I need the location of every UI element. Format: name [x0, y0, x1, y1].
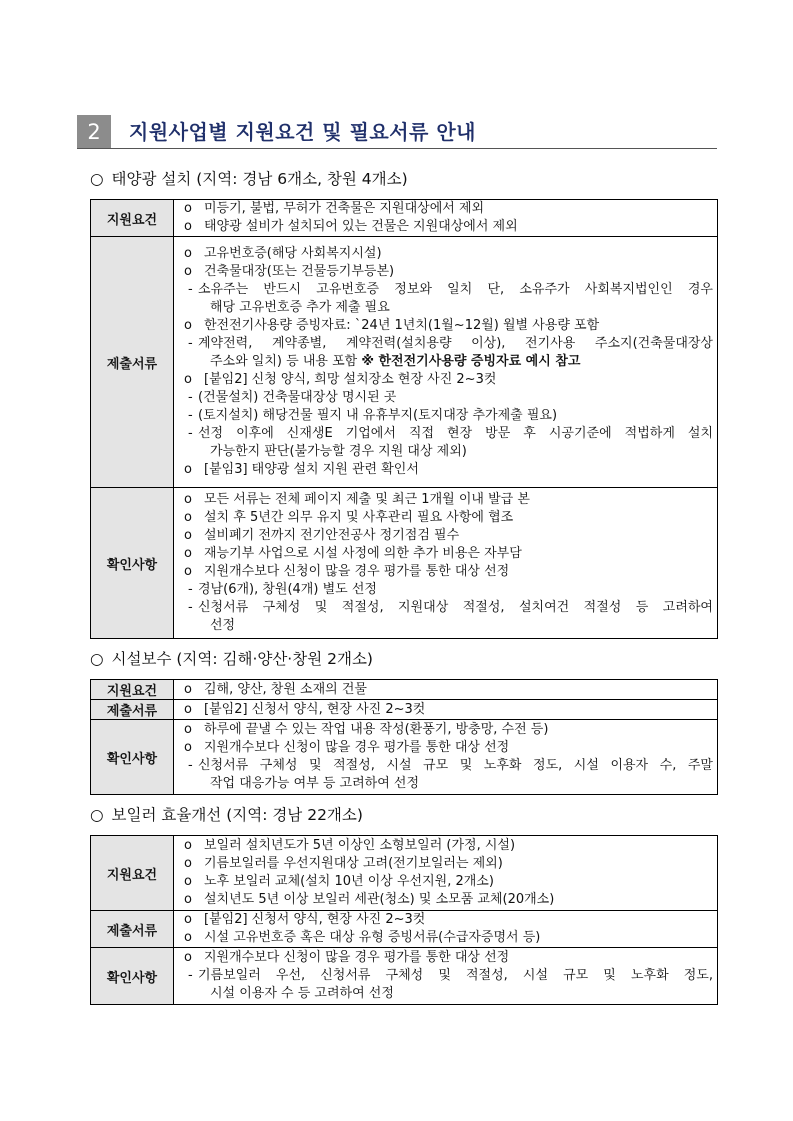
list-item: o 모든 서류는 전체 페이지 제출 및 최근 1개월 이내 발급 본 [184, 491, 713, 509]
section-header [77, 115, 717, 149]
list-item: - 경남(6개), 창원(4개) 별도 선정 [184, 581, 713, 599]
table-row [91, 720, 718, 795]
row-content [174, 720, 718, 795]
list-item: 선정 [210, 618, 236, 633]
row-content [174, 911, 718, 948]
subsection-solar-title: ○ 태양광 설치 (지역: 경남 6개소, 창원 4개소) [90, 170, 408, 188]
row-label: 확인사항 [91, 720, 174, 795]
row-label: 지원요건 [91, 680, 174, 700]
list-item: o 시설 고유번호증 혹은 대상 유형 증빙서류(수급자증명서 등) [184, 929, 713, 947]
list-item: o 한전전기사용량 증빙자료: `24년 1년치(1월~12월) 월별 사용량 포함 [184, 317, 713, 335]
list-item: 가능한지 판단(불가능할 경우 지원 대상 제외) [210, 444, 467, 459]
subsection-repair-title: ○ 시설보수 (지역: 김해·양산·창원 2개소) [90, 650, 373, 668]
row-label: 제출서류 [91, 911, 174, 948]
list-item: o 고유번호증(해당 사회복지시설) [184, 245, 713, 263]
table-row [91, 948, 718, 1005]
list-item: o [붙임2] 신청서 양식, 현장 사진 2~3컷 [184, 911, 713, 929]
list-item: 시설 이용자 수 등 고려하여 선정 [210, 986, 394, 1001]
circle-bullet-icon: ○ [90, 650, 104, 668]
list-item: 주소와 일치) 등 내용 포함 ※ 한전전기사용량 증빙자료 예시 참고 [210, 354, 581, 369]
list-item: - (건물설치) 건축물대장상 명시된 곳 [184, 389, 713, 407]
list-item: o 김해, 양산, 창원 소재의 건물 [184, 681, 713, 699]
row-content [174, 948, 718, 1005]
list-item: o 보일러 설치년도가 5년 이상인 소형보일러 (가정, 시설) [184, 837, 713, 855]
boiler-table [90, 835, 718, 1005]
list-item: 작업 대응가능 여부 등 고려하여 선정 [210, 776, 420, 791]
table-row [91, 200, 718, 237]
list-item: o 미등기, 불법, 무허가 건축물은 지원대상에서 제외 [184, 200, 713, 218]
list-item: o 기름보일러를 우선지원대상 고려(전기보일러는 제외) [184, 855, 713, 873]
row-content [174, 200, 718, 237]
list-item: o 지원개수보다 신청이 많을 경우 평가를 통한 대상 선정 [184, 563, 713, 581]
row-label: 확인사항 [91, 948, 174, 1005]
circle-bullet-icon: ○ [90, 806, 104, 824]
table-row [91, 836, 718, 911]
table-row [91, 237, 718, 488]
list-item: - (토지설치) 해당건물 필지 내 유휴부지(토지대장 추가제출 필요) [184, 407, 713, 425]
list-item: o 하루에 끝낼 수 있는 작업 내용 작성(환풍기, 방충망, 수전 등) [184, 721, 713, 739]
solar-table [90, 199, 718, 639]
list-item: o [붙임2] 신청서 양식, 현장 사진 2~3컷 [184, 701, 713, 719]
list-item: - 계약전력, 계약종별, 계약전력(설치용량 이상), 전기사용 주소지(건축물대장상 [184, 335, 713, 353]
section-number: 2 [77, 115, 111, 149]
list-item: o 지원개수보다 신청이 많을 경우 평가를 통한 대상 선정 [184, 739, 713, 757]
list-item: o 설치년도 5년 이상 보일러 세관(청소) 및 소모품 교체(20개소) [184, 891, 713, 909]
row-content [174, 237, 718, 488]
list-item: o [붙임3] 태양광 설치 지원 관련 확인서 [184, 461, 713, 479]
emphasis-note: ※ 한전전기사용량 증빙자료 예시 참고 [361, 354, 581, 369]
list-item: o 설비폐기 전까지 전기안전공사 정기점검 필수 [184, 527, 713, 545]
list-item: o 재능기부 사업으로 시설 사정에 의한 추가 비용은 자부담 [184, 545, 713, 563]
table-row [91, 488, 718, 639]
row-content [174, 700, 718, 720]
list-item: - 신청서류 구체성 및 적절성, 시설 규모 및 노후화 정도, 시설 이용자 수, 주말 [184, 757, 713, 775]
table-row [91, 680, 718, 700]
table-row [91, 700, 718, 720]
row-label: 확인사항 [91, 488, 174, 639]
row-label: 제출서류 [91, 700, 174, 720]
list-item: o 지원개수보다 신청이 많을 경우 평가를 통한 대상 선정 [184, 949, 713, 967]
list-item: - 선정 이후에 신재생E 기업에서 직접 현장 방문 후 시공기준에 적법하게 설치 [184, 425, 713, 443]
row-label: 제출서류 [91, 237, 174, 488]
list-item: - 소유주는 반드시 고유번호증 정보와 일치 단, 소유주가 사회복지법인인 경우 [184, 281, 713, 299]
list-item: 해당 고유번호증 추가 제출 필요 [210, 300, 390, 315]
list-item: o 태양광 설비가 설치되어 있는 건물은 지원대상에서 제외 [184, 218, 713, 236]
subsection-boiler-title: ○ 보일러 효율개선 (지역: 경남 22개소) [90, 806, 363, 824]
table-row [91, 911, 718, 948]
section-title: 지원사업별 지원요건 및 필요서류 안내 [129, 120, 476, 144]
list-item: - 기름보일러 우선, 신청서류 구체성 및 적절성, 시설 규모 및 노후화 정도, [184, 967, 713, 985]
row-label: 지원요건 [91, 836, 174, 911]
row-content [174, 680, 718, 700]
section-divider [77, 148, 717, 149]
list-item: o 노후 보일러 교체(설치 10년 이상 우선지원, 2개소) [184, 873, 713, 891]
repair-table [90, 679, 718, 795]
list-item: o 설치 후 5년간 의무 유지 및 사후관리 필요 사항에 협조 [184, 509, 713, 527]
row-label: 지원요건 [91, 200, 174, 237]
circle-bullet-icon: ○ [90, 170, 104, 188]
row-content [174, 488, 718, 639]
list-item: - 신청서류 구체성 및 적절성, 지원대상 적절성, 설치여건 적절성 등 고려하여 [184, 599, 713, 617]
row-content [174, 836, 718, 911]
list-item: o 건축물대장(또는 건물등기부등본) [184, 263, 713, 281]
list-item: o [붙임2] 신청 양식, 희망 설치장소 현장 사진 2~3컷 [184, 371, 713, 389]
